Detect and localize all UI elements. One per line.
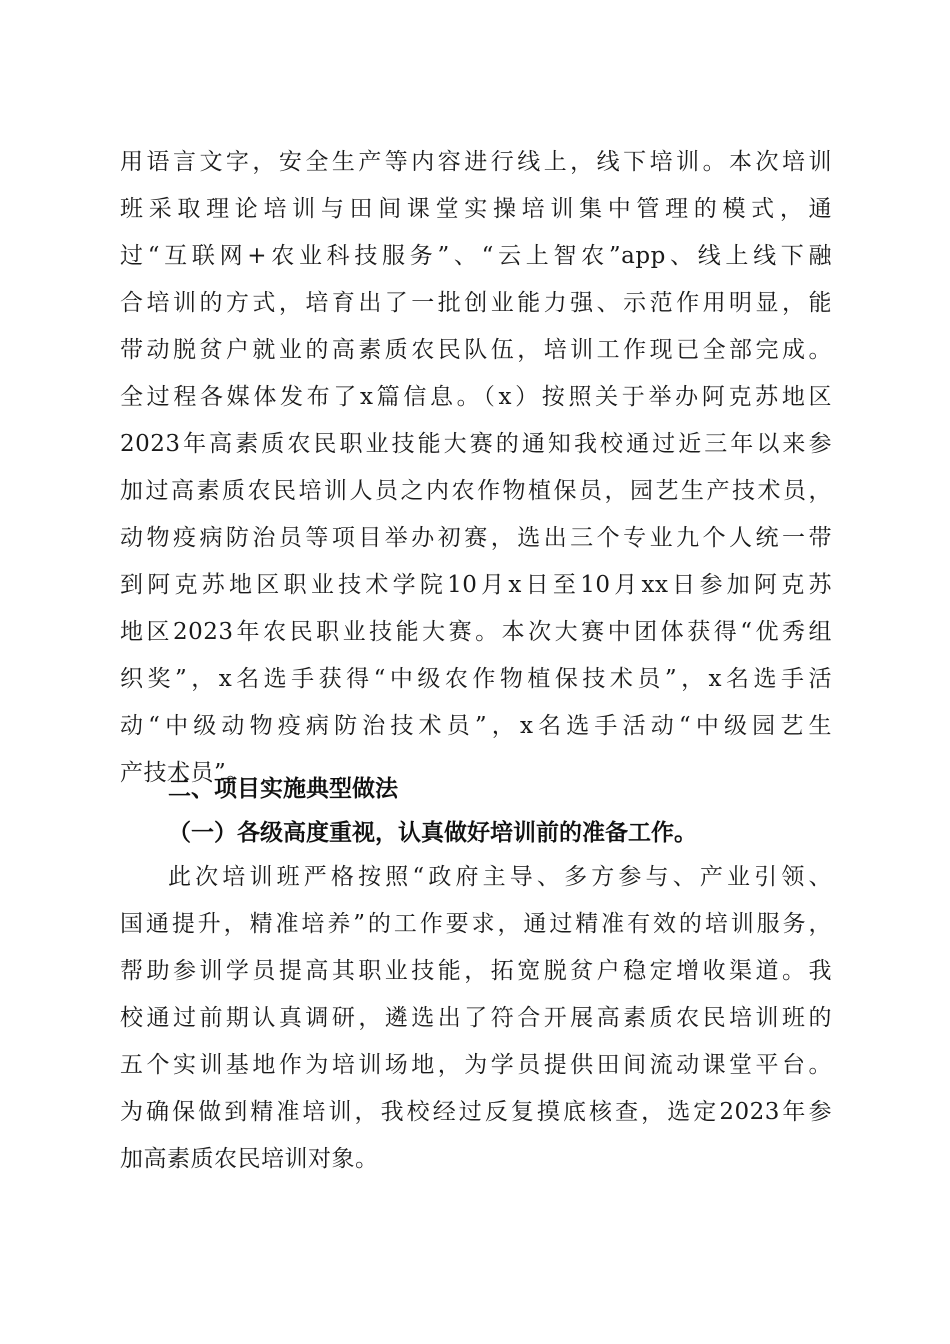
paragraph-line: 2023年高素质农民职业技能大赛的通知我校通过近三年以来参 [120, 431, 832, 457]
paragraph-line: 校通过前期认真调研，遴选出了符合开展高素质农民培训班的 [120, 1005, 832, 1031]
paragraph-line: 动物疫病防治员等项目举办初赛，选出三个专业九个人统一带 [120, 525, 832, 551]
section-heading: 二、项目实施典型做法 [168, 776, 398, 802]
paragraph-line: 用语言文字，安全生产等内容进行线上，线下培训。本次培训 [120, 149, 832, 175]
section-subheading: （一）各级高度重视，认真做好培训前的准备工作。 [168, 819, 697, 846]
paragraph-line: 地区2023年农民职业技能大赛。本次大赛中团体获得“优秀组 [120, 619, 832, 645]
paragraph-line: 织奖”，x名选手获得“中级农作物植保技术员”，x名选手活 [120, 666, 832, 692]
paragraph-line: 加过高素质农民培训人员之内农作物植保员，园艺生产技术员， [120, 478, 832, 504]
paragraph-line: 国通提升，精准培养”的工作要求，通过精准有效的培训服务， [120, 911, 832, 937]
paragraph-line: 加高素质农民培训对象。 [120, 1146, 379, 1172]
paragraph-line: 过“互联网+农业科技服务”、“云上智农”app、线上线下融 [120, 243, 832, 269]
paragraph-line: 此次培训班严格按照“政府主导、多方参与、产业引领、 [168, 864, 832, 890]
paragraph-line: 到阿克苏地区职业技术学院10月x日至10月xx日参加阿克苏 [120, 572, 832, 598]
paragraph-line: 带动脱贫户就业的高素质农民队伍，培训工作现已全部完成。 [120, 337, 832, 363]
paragraph-line: 帮助参训学员提高其职业技能，拓宽脱贫户稳定增收渠道。我 [120, 958, 832, 984]
paragraph-line: 合培训的方式，培育出了一批创业能力强、示范作用明显，能 [120, 290, 832, 316]
paragraph-line: 产技术员”。 [120, 760, 250, 786]
paragraph-line: 动“中级动物疫病防治技术员”，x名选手活动“中级园艺生 [120, 713, 832, 739]
paragraph-line: 全过程各媒体发布了x篇信息。（x）按照关于举办阿克苏地区 [120, 384, 832, 410]
paragraph-line: 班采取理论培训与田间课堂实操培训集中管理的模式，通 [120, 196, 832, 222]
paragraph-line: 五个实训基地作为培训场地，为学员提供田间流动课堂平台。 [120, 1052, 832, 1078]
paragraph-line: 为确保做到精准培训，我校经过反复摸底核查，选定2023年参 [120, 1099, 832, 1125]
